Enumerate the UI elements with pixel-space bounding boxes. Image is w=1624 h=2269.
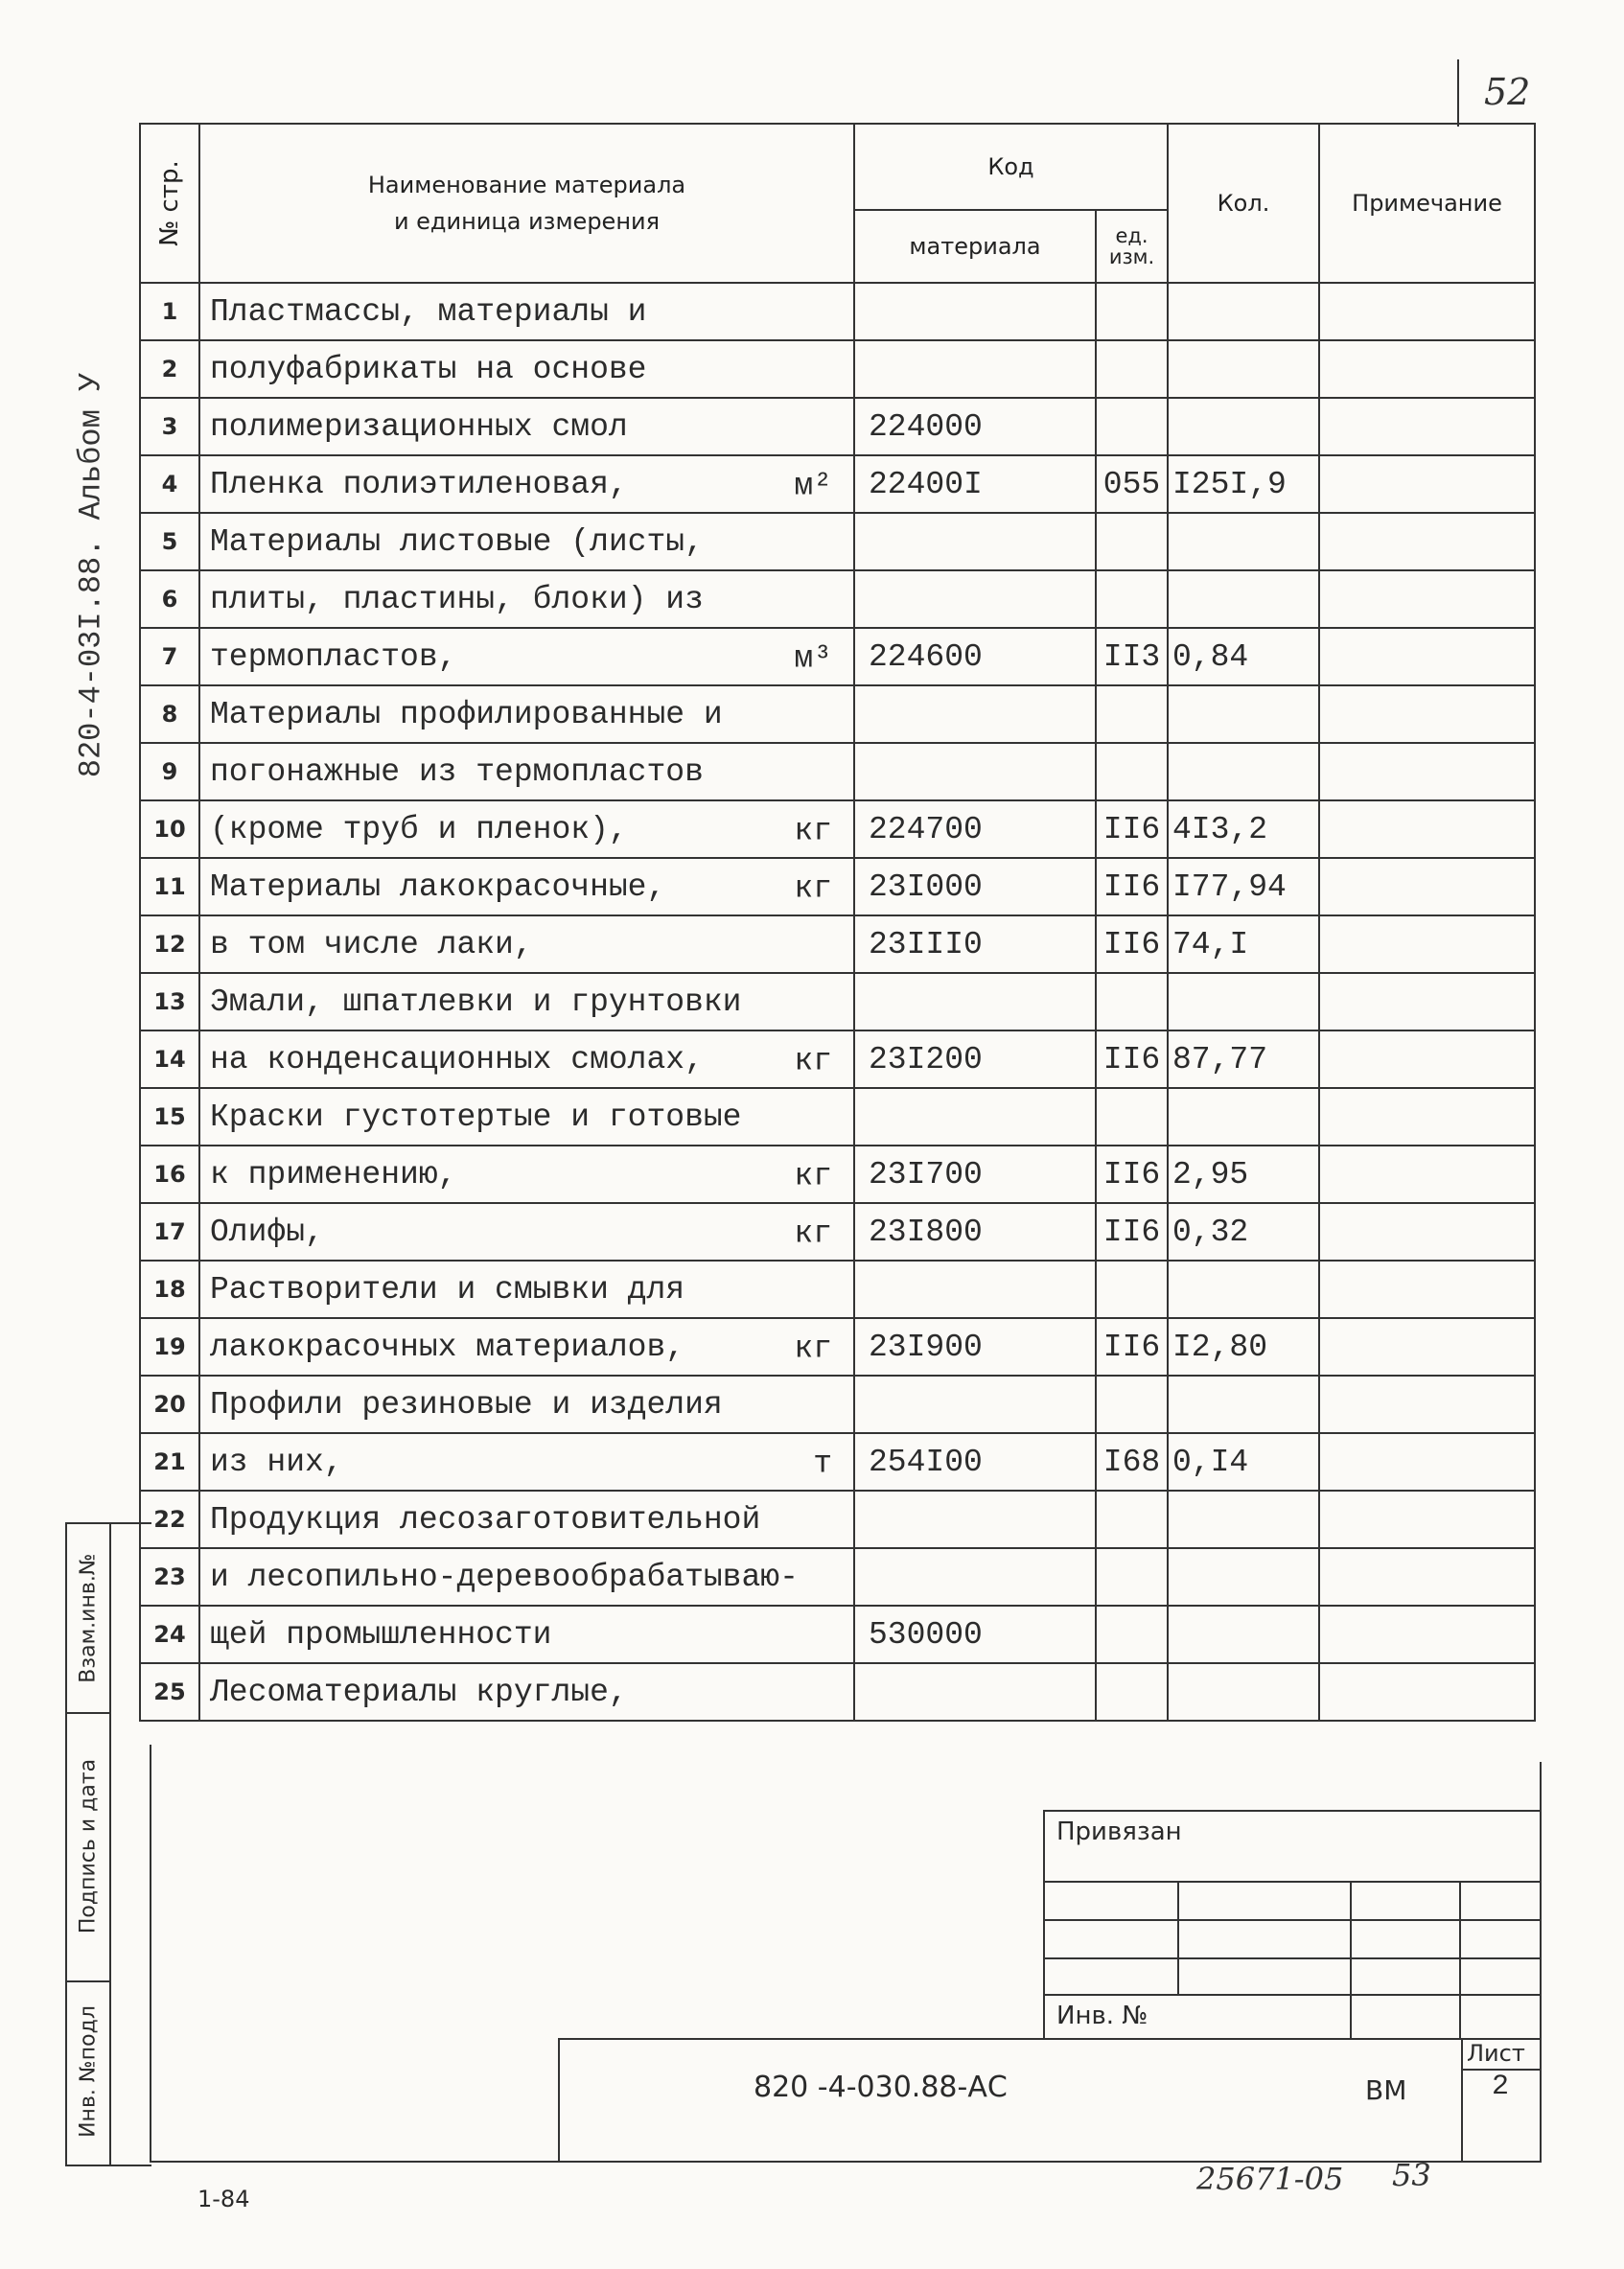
handwritten-number: 25671-05	[1196, 2161, 1344, 2197]
row-number: 6	[140, 570, 199, 628]
material-name-text: к применению,	[210, 1156, 457, 1192]
unit-code	[1096, 685, 1168, 743]
unit-code	[1096, 743, 1168, 800]
note	[1319, 340, 1535, 398]
table-row	[140, 1146, 1535, 1203]
note	[1319, 800, 1535, 858]
measurement-unit: т	[813, 1446, 832, 1482]
quantity	[1168, 570, 1319, 628]
table-row	[140, 1030, 1535, 1088]
material-name-text: Профили резиновые и изделия	[210, 1386, 723, 1423]
material-name	[199, 570, 854, 628]
material-code: 530000	[854, 1606, 1096, 1663]
material-code: 23I000	[854, 858, 1096, 915]
row-number: 7	[140, 628, 199, 685]
tb-line	[1459, 1881, 1461, 2040]
table-row	[140, 1491, 1535, 1548]
sheet-label: Лист	[1467, 2040, 1525, 2067]
tb-line	[558, 2038, 560, 2163]
material-name	[199, 1376, 854, 1433]
page-number: 52	[1484, 71, 1531, 113]
note	[1319, 1663, 1535, 1721]
table-row	[140, 743, 1535, 800]
material-code	[854, 1548, 1096, 1606]
material-code: 254I00	[854, 1433, 1096, 1491]
note	[1319, 1548, 1535, 1606]
table-row	[140, 570, 1535, 628]
material-name-text: в том числе лаки,	[210, 926, 533, 962]
format-label: 1-84	[197, 2186, 250, 2212]
note	[1319, 685, 1535, 743]
unit-code	[1096, 283, 1168, 340]
material-code: 23I700	[854, 1146, 1096, 1203]
unit-code	[1096, 570, 1168, 628]
material-code: 224700	[854, 800, 1096, 858]
row-number: 8	[140, 685, 199, 743]
unit-code: II6	[1096, 915, 1168, 973]
quantity	[1168, 1548, 1319, 1606]
quantity	[1168, 1376, 1319, 1433]
row-number: 1	[140, 283, 199, 340]
row-number: 21	[140, 1433, 199, 1491]
material-name	[199, 1203, 854, 1261]
material-code: 23I200	[854, 1030, 1096, 1088]
measurement-unit: кг	[794, 870, 832, 907]
table-row	[140, 340, 1535, 398]
unit-code	[1096, 1606, 1168, 1663]
material-name	[199, 628, 854, 685]
unit-code	[1096, 1548, 1168, 1606]
header-row-number: № стр.	[140, 124, 199, 283]
unit-code: II6	[1096, 1318, 1168, 1376]
quantity: 74,I	[1168, 915, 1319, 973]
note	[1319, 1088, 1535, 1146]
unit-code	[1096, 973, 1168, 1030]
note	[1319, 1433, 1535, 1491]
quantity	[1168, 685, 1319, 743]
note	[1319, 915, 1535, 973]
material-code: 23III0	[854, 915, 1096, 973]
material-name	[199, 858, 854, 915]
tb-line	[1461, 2038, 1463, 2163]
material-name-text: на конденсационных смолах,	[210, 1041, 704, 1077]
material-name-text: лакокрасочных материалов,	[210, 1329, 685, 1365]
material-code: 23I800	[854, 1203, 1096, 1261]
note	[1319, 1203, 1535, 1261]
table-row	[140, 398, 1535, 455]
row-number: 10	[140, 800, 199, 858]
row-number: 24	[140, 1606, 199, 1663]
material-name	[199, 800, 854, 858]
quantity	[1168, 1663, 1319, 1721]
unit-code: II3	[1096, 628, 1168, 685]
tb-line	[558, 2038, 1542, 2040]
note	[1319, 1606, 1535, 1663]
material-code: 224000	[854, 398, 1096, 455]
inv-no-label: Инв. №	[1056, 2002, 1148, 2030]
unit-code	[1096, 1491, 1168, 1548]
material-name	[199, 283, 854, 340]
note	[1319, 1491, 1535, 1548]
table-row	[140, 915, 1535, 973]
material-name	[199, 1606, 854, 1663]
note	[1319, 398, 1535, 455]
material-name	[199, 973, 854, 1030]
unit-code: II6	[1096, 800, 1168, 858]
quantity: I25I,9	[1168, 455, 1319, 513]
measurement-unit: кг	[794, 1043, 832, 1079]
stamp-vzam-inv: Взам.инв.№	[67, 1524, 109, 1714]
quantity	[1168, 283, 1319, 340]
note	[1319, 1146, 1535, 1203]
unit-code	[1096, 1088, 1168, 1146]
material-code	[854, 973, 1096, 1030]
material-name-text: полуфабрикаты на основе	[210, 351, 647, 387]
table-row	[140, 628, 1535, 685]
quantity	[1168, 398, 1319, 455]
table-row	[140, 973, 1535, 1030]
unit-code: II6	[1096, 858, 1168, 915]
row-number: 11	[140, 858, 199, 915]
material-code	[854, 1491, 1096, 1548]
row-number: 14	[140, 1030, 199, 1088]
left-margin-stamp	[65, 1522, 151, 2166]
table-row	[140, 1261, 1535, 1318]
material-name-text: Материалы профилированные и	[210, 696, 723, 732]
quantity: 0,84	[1168, 628, 1319, 685]
table-row	[140, 858, 1535, 915]
measurement-unit: м³	[794, 640, 832, 677]
material-name	[199, 1146, 854, 1203]
row-number: 18	[140, 1261, 199, 1318]
quantity	[1168, 513, 1319, 570]
material-name	[199, 1433, 854, 1491]
note	[1319, 513, 1535, 570]
row-number: 22	[140, 1491, 199, 1548]
material-name-text: из них,	[210, 1444, 343, 1480]
table-row	[140, 1433, 1535, 1491]
frame-left-line	[150, 1745, 151, 2163]
quantity	[1168, 1261, 1319, 1318]
material-code: 22400I	[854, 455, 1096, 513]
measurement-unit: кг	[794, 1158, 832, 1194]
note	[1319, 743, 1535, 800]
unit-code	[1096, 1376, 1168, 1433]
quantity	[1168, 743, 1319, 800]
unit-code: I68	[1096, 1433, 1168, 1491]
quantity	[1168, 1088, 1319, 1146]
tb-line	[1350, 1881, 1352, 2040]
material-name	[199, 455, 854, 513]
quantity: 87,77	[1168, 1030, 1319, 1088]
table-row	[140, 283, 1535, 340]
row-number: 16	[140, 1146, 199, 1203]
material-name-text: полимеризационных смол	[210, 408, 628, 445]
row-number: 15	[140, 1088, 199, 1146]
tb-line	[1043, 1881, 1542, 1883]
album-side-label: 820-4-03I.88. Альбом У	[73, 372, 109, 778]
material-name-text: Продукция лесозаготовительной	[210, 1501, 761, 1538]
table-row	[140, 685, 1535, 743]
unit-code: II6	[1096, 1203, 1168, 1261]
row-number: 9	[140, 743, 199, 800]
sheet-number: 2	[1492, 2071, 1510, 2103]
material-name-text: Краски густотертые и готовые	[210, 1099, 742, 1135]
unit-code	[1096, 340, 1168, 398]
quantity: 0,32	[1168, 1203, 1319, 1261]
material-name-text: Пленка полиэтиленовая,	[210, 466, 628, 502]
material-name	[199, 1088, 854, 1146]
tb-line	[1043, 1810, 1045, 2040]
measurement-unit: кг	[794, 813, 832, 849]
stamp-inv-podl: Инв. №подл	[76, 2005, 101, 2138]
header-note: Примечание	[1319, 124, 1535, 283]
row-number: 19	[140, 1318, 199, 1376]
material-name	[199, 1261, 854, 1318]
note	[1319, 455, 1535, 513]
material-code: 23I900	[854, 1318, 1096, 1376]
table-row	[140, 1318, 1535, 1376]
measurement-unit: кг	[794, 1216, 832, 1252]
unit-code: II6	[1096, 1030, 1168, 1088]
quantity	[1168, 340, 1319, 398]
row-number: 2	[140, 340, 199, 398]
header-code-material: материала	[854, 210, 1096, 283]
material-code	[854, 570, 1096, 628]
document-mark: ВМ	[1365, 2074, 1407, 2106]
note	[1319, 1318, 1535, 1376]
material-name-text: Материалы лакокрасочные,	[210, 868, 666, 905]
material-name-text: Материалы листовые (листы,	[210, 523, 704, 560]
stamp-inner-line	[109, 1524, 111, 2165]
material-name	[199, 340, 854, 398]
row-number: 4	[140, 455, 199, 513]
material-name-text: термопластов,	[210, 638, 457, 675]
unit-code	[1096, 398, 1168, 455]
unit-code: II6	[1096, 1146, 1168, 1203]
table-row	[140, 800, 1535, 858]
quantity: I77,94	[1168, 858, 1319, 915]
note	[1319, 283, 1535, 340]
material-name-text: Лесоматериалы круглые,	[210, 1674, 628, 1710]
quantity: I2,80	[1168, 1318, 1319, 1376]
page-number-divider	[1457, 59, 1459, 127]
measurement-unit: кг	[794, 1331, 832, 1367]
unit-code	[1096, 1663, 1168, 1721]
note	[1319, 973, 1535, 1030]
quantity: 2,95	[1168, 1146, 1319, 1203]
row-number: 12	[140, 915, 199, 973]
tb-line	[1043, 1810, 1542, 1812]
header-code: Код	[854, 124, 1168, 210]
material-name-text: погонажные из термопластов	[210, 753, 704, 790]
unit-code	[1096, 513, 1168, 570]
row-number: 5	[140, 513, 199, 570]
header-code-unit: ед. изм.	[1096, 210, 1168, 283]
material-code	[854, 513, 1096, 570]
material-name	[199, 685, 854, 743]
materials-table-body	[140, 283, 1535, 1721]
material-code	[854, 1663, 1096, 1721]
note	[1319, 1261, 1535, 1318]
header-quantity: Кол.	[1168, 124, 1319, 283]
note	[1319, 570, 1535, 628]
material-name-text: (кроме труб и пленок),	[210, 811, 628, 847]
document-code: 820 -4-030.88-АС	[754, 2071, 1008, 2104]
row-number: 17	[140, 1203, 199, 1261]
material-code	[854, 743, 1096, 800]
material-name	[199, 513, 854, 570]
table-row	[140, 1376, 1535, 1433]
unit-code: 055	[1096, 455, 1168, 513]
table-row	[140, 1088, 1535, 1146]
stamp-podpis-data: Подпись и дата	[67, 1712, 109, 1982]
row-number: 3	[140, 398, 199, 455]
materials-table	[139, 123, 1536, 1722]
quantity	[1168, 973, 1319, 1030]
measurement-unit: м²	[794, 468, 832, 504]
note	[1319, 1030, 1535, 1088]
note	[1319, 858, 1535, 915]
material-code	[854, 283, 1096, 340]
material-name	[199, 1030, 854, 1088]
material-name-text: плиты, пластины, блоки) из	[210, 581, 704, 617]
frame-right-line	[1540, 1762, 1542, 2163]
table-row	[140, 1548, 1535, 1606]
material-code	[854, 1376, 1096, 1433]
tb-line	[1043, 1994, 1542, 1996]
material-name	[199, 915, 854, 973]
privyazan-label: Привязан	[1056, 1818, 1182, 1846]
quantity: 4I3,2	[1168, 800, 1319, 858]
material-name	[199, 1663, 854, 1721]
row-number: 20	[140, 1376, 199, 1433]
material-name	[199, 1318, 854, 1376]
material-code	[854, 1088, 1096, 1146]
material-name-text: Растворители и смывки для	[210, 1271, 685, 1308]
note	[1319, 628, 1535, 685]
table-row	[140, 1663, 1535, 1721]
material-name	[199, 398, 854, 455]
tb-line	[1043, 1957, 1542, 1959]
row-number: 23	[140, 1548, 199, 1606]
material-name-text: щей промышленности	[210, 1616, 552, 1653]
material-name-text: и лесопильно-деревообрабатываю-	[210, 1559, 799, 1595]
material-code	[854, 340, 1096, 398]
table-row	[140, 455, 1535, 513]
material-code	[854, 685, 1096, 743]
unit-code	[1096, 1261, 1168, 1318]
material-name	[199, 1491, 854, 1548]
quantity: 0,I4	[1168, 1433, 1319, 1491]
quantity	[1168, 1491, 1319, 1548]
tb-line	[1177, 1881, 1179, 1994]
material-code: 224600	[854, 628, 1096, 685]
material-name	[199, 743, 854, 800]
material-name-text: Олифы,	[210, 1214, 324, 1250]
table-row	[140, 1203, 1535, 1261]
note	[1319, 1376, 1535, 1433]
header-material-name: Наименование материала и единица измерения	[199, 124, 854, 283]
material-name-text: Эмали, шпатлевки и грунтовки	[210, 984, 742, 1020]
row-number: 13	[140, 973, 199, 1030]
quantity	[1168, 1606, 1319, 1663]
handwritten-page: 53	[1392, 2157, 1431, 2193]
material-name-text: Пластмассы, материалы и	[210, 293, 647, 330]
tb-line	[1043, 1919, 1542, 1921]
table-row	[140, 1606, 1535, 1663]
table-row	[140, 513, 1535, 570]
row-number: 25	[140, 1663, 199, 1721]
material-name	[199, 1548, 854, 1606]
material-code	[854, 1261, 1096, 1318]
